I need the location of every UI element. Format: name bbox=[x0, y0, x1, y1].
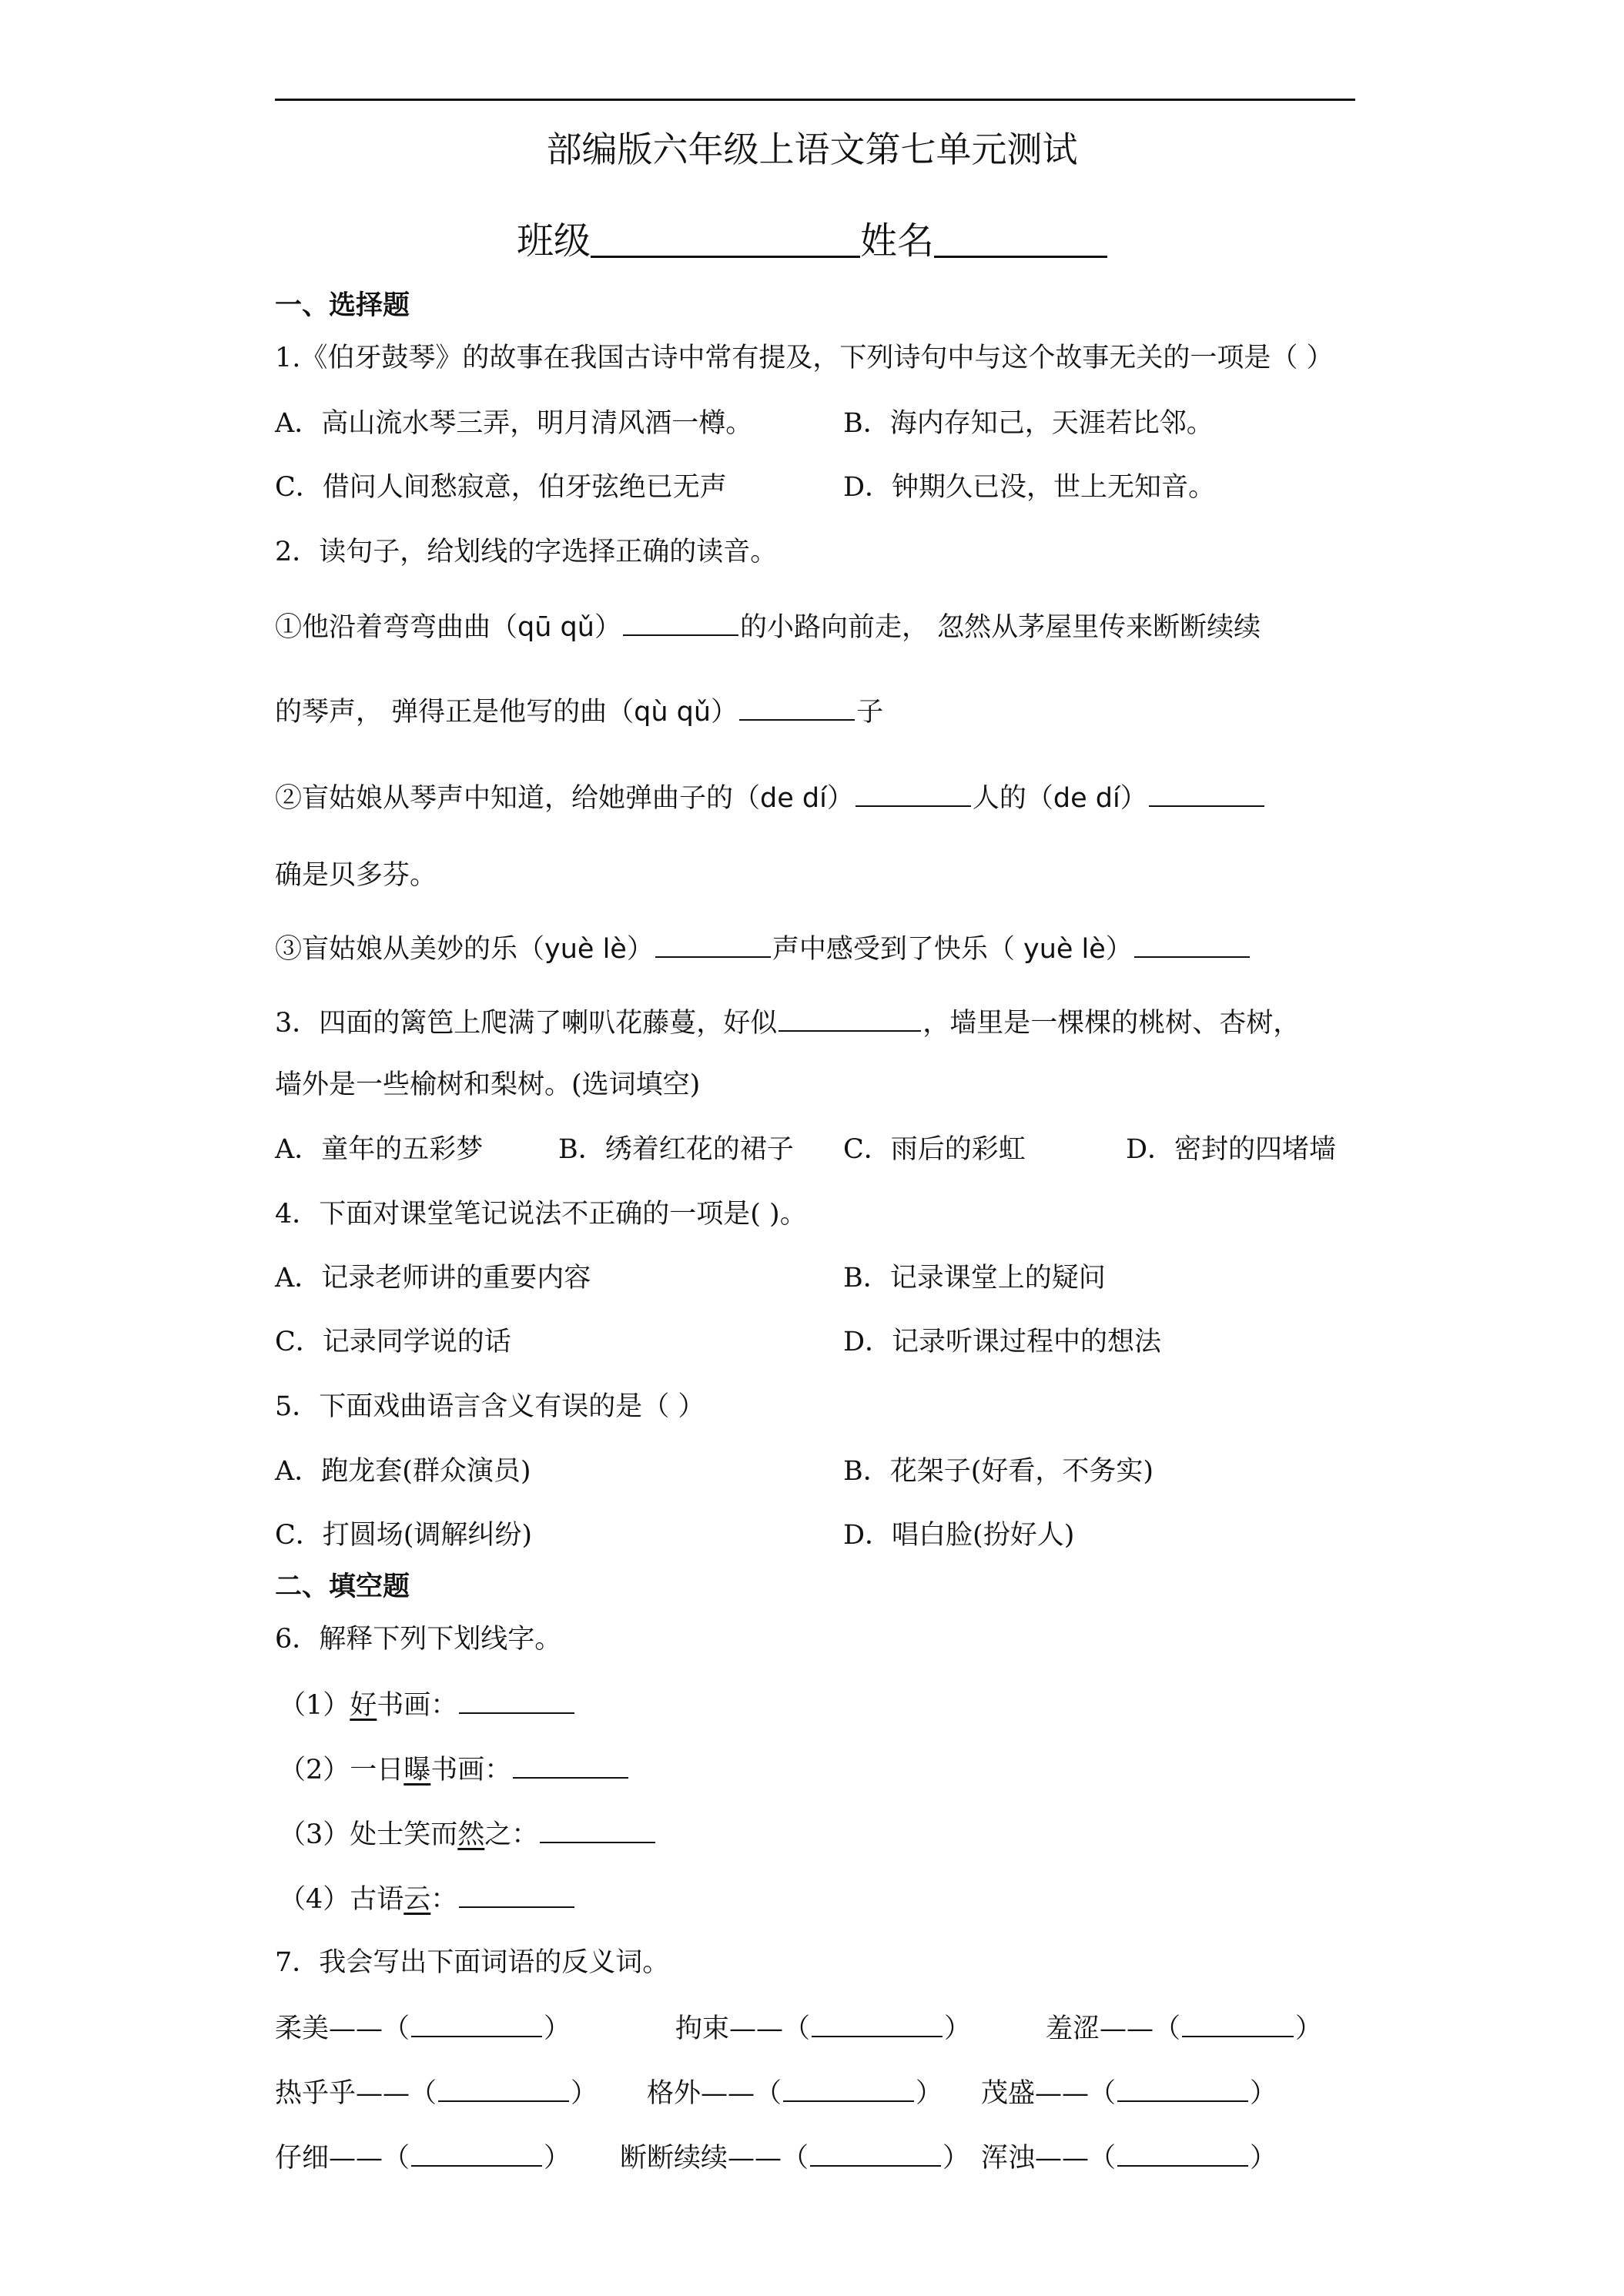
answer-blank[interactable] bbox=[779, 1002, 921, 1032]
answer-blank[interactable] bbox=[623, 607, 738, 636]
answer-blank[interactable] bbox=[438, 2073, 569, 2102]
underlined-char: 好 bbox=[350, 1690, 377, 1721]
page-title: 部编版六年级上语文第七单元测试 bbox=[546, 129, 1078, 170]
pinyin-options: de dí bbox=[760, 783, 827, 814]
q4-option-c[interactable]: C．记录同学说的话 bbox=[275, 1327, 511, 1357]
q2-line-3: ②盲姑娘从琴声中知道，给她弹曲子的（de dí） 人的（de dí） bbox=[275, 778, 1266, 818]
answer-blank[interactable] bbox=[783, 2073, 914, 2102]
q2-line-1: ①他沿着弯弯曲曲（qū qǔ） 的小路向前走， 忽然从茅屋里传来断断续续 bbox=[275, 607, 1261, 647]
answer-blank[interactable] bbox=[540, 1814, 655, 1843]
answer-blank[interactable] bbox=[1117, 2073, 1248, 2102]
pinyin-options: de dí bbox=[1053, 783, 1120, 814]
q3-option-b[interactable]: B．绣着红花的裙子 bbox=[558, 1134, 794, 1165]
q4-stem: 4．下面对课堂笔记说法不正确的一项是( )。 bbox=[275, 1199, 807, 1230]
section-choice-heading: 一、选择题 bbox=[275, 290, 410, 321]
q7-stem: 7．我会写出下面词语的反义词。 bbox=[275, 1947, 670, 1978]
answer-blank[interactable] bbox=[655, 929, 771, 958]
class-label: 班级 bbox=[516, 219, 591, 263]
answer-blank[interactable] bbox=[459, 1685, 574, 1714]
q3-option-a[interactable]: A．童年的五彩梦 bbox=[275, 1134, 484, 1165]
answer-blank[interactable] bbox=[810, 2137, 941, 2167]
answer-blank[interactable] bbox=[411, 2137, 542, 2167]
antonym-item-9: 浑浊——（ ） bbox=[981, 2137, 1277, 2177]
class-blank[interactable] bbox=[591, 216, 860, 258]
antonym-item-8: 断断续续——（ ） bbox=[620, 2137, 969, 2177]
answer-blank[interactable] bbox=[739, 691, 855, 721]
q1-option-a[interactable]: A．高山流水琴三弄，明月清风酒一樽。 bbox=[275, 408, 753, 439]
q2-line-2: 的琴声， 弹得正是他写的曲（qù qǔ） 子 bbox=[275, 691, 883, 731]
name-label: 姓名 bbox=[860, 219, 935, 263]
class-name-line bbox=[0, 216, 1624, 266]
q4-option-b[interactable]: B．记录课堂上的疑问 bbox=[843, 1263, 1106, 1294]
q6-item-3: （3）处士笑而然之： bbox=[279, 1814, 657, 1854]
answer-blank[interactable] bbox=[856, 778, 971, 807]
q4-option-a[interactable]: A．记录老师讲的重要内容 bbox=[275, 1263, 591, 1294]
q1-option-d[interactable]: D．钟期久已没，世上无知音。 bbox=[843, 472, 1216, 503]
antonym-item-1: 柔美——（ ） bbox=[275, 2008, 571, 2048]
q6-item-1: （1）好书画： bbox=[279, 1685, 576, 1725]
q2-line-5: ③盲姑娘从美妙的乐（yuè lè） 声中感受到了快乐（ yuè lè） bbox=[275, 929, 1251, 969]
underlined-char: 云 bbox=[403, 1884, 431, 1915]
answer-blank[interactable] bbox=[459, 1879, 574, 1908]
q2-stem: 2．读句子，给划线的字选择正确的读音。 bbox=[275, 537, 778, 567]
q5-option-d[interactable]: D．唱白脸(扮好人) bbox=[843, 1520, 1075, 1551]
answer-blank[interactable] bbox=[411, 2008, 542, 2037]
pinyin-options: yuè lè bbox=[1023, 934, 1106, 965]
name-blank[interactable] bbox=[934, 216, 1107, 258]
q6-item-2: （2）一日曝书画： bbox=[279, 1749, 630, 1789]
q2-line-4: 确是贝多芬。 bbox=[275, 860, 437, 891]
antonym-item-2: 拘束——（ ） bbox=[675, 2008, 971, 2048]
answer-blank[interactable] bbox=[1149, 778, 1264, 807]
q5-option-a[interactable]: A．跑龙套(群众演员) bbox=[275, 1456, 531, 1487]
underlined-char: 曝 bbox=[403, 1755, 431, 1786]
q6-stem: 6．解释下列下划线字。 bbox=[275, 1624, 562, 1655]
q1-option-c[interactable]: C．借问人间愁寂意，伯牙弦绝已无声 bbox=[275, 472, 727, 503]
q3-line-2: 墙外是一些榆树和梨树。(选词填空) bbox=[275, 1069, 701, 1100]
antonym-item-7: 仔细——（ ） bbox=[275, 2137, 571, 2177]
q3-option-c[interactable]: C．雨后的彩虹 bbox=[843, 1134, 1026, 1165]
antonym-item-3: 羞涩——（ ） bbox=[1046, 2008, 1322, 2048]
antonym-item-4: 热乎乎——（ ） bbox=[275, 2073, 598, 2113]
q3-line-1: 3．四面的篱笆上爬满了喇叭花藤蔓，好似 ，墙里是一棵棵的桃树、杏树， bbox=[275, 1002, 1300, 1043]
section-fill-heading: 二、填空题 bbox=[275, 1571, 410, 1602]
q3-option-d[interactable]: D．密封的四堵墙 bbox=[1126, 1134, 1337, 1165]
antonym-item-6: 茂盛——（ ） bbox=[981, 2073, 1277, 2113]
underlined-char: 然 bbox=[457, 1819, 485, 1850]
pinyin-options: qū qǔ bbox=[517, 612, 594, 643]
q5-option-b[interactable]: B．花架子(好看，不务实) bbox=[843, 1456, 1154, 1487]
q5-option-c[interactable]: C．打圆场(调解纠纷) bbox=[275, 1520, 533, 1551]
antonym-item-5: 格外——（ ） bbox=[647, 2073, 943, 2113]
q6-item-4: （4）古语云： bbox=[279, 1879, 576, 1919]
pinyin-options: qù qǔ bbox=[634, 697, 712, 728]
q5-stem: 5．下面戏曲语言含义有误的是（ ） bbox=[275, 1391, 705, 1422]
q1-option-b[interactable]: B．海内存知己，天涯若比邻。 bbox=[843, 408, 1214, 439]
q1-stem: 1.《伯牙鼓琴》的故事在我国古诗中常有提及，下列诗句中与这个故事无关的一项是（ ） bbox=[275, 343, 1334, 373]
pinyin-options: yuè lè bbox=[544, 934, 627, 965]
answer-blank[interactable] bbox=[513, 1749, 628, 1779]
answer-blank[interactable] bbox=[1134, 929, 1250, 958]
answer-blank[interactable] bbox=[1182, 2008, 1294, 2037]
q4-option-d[interactable]: D．记录听课过程中的想法 bbox=[843, 1327, 1162, 1357]
header-rule bbox=[275, 99, 1355, 101]
answer-blank[interactable] bbox=[1117, 2137, 1248, 2167]
answer-blank[interactable] bbox=[812, 2008, 943, 2037]
